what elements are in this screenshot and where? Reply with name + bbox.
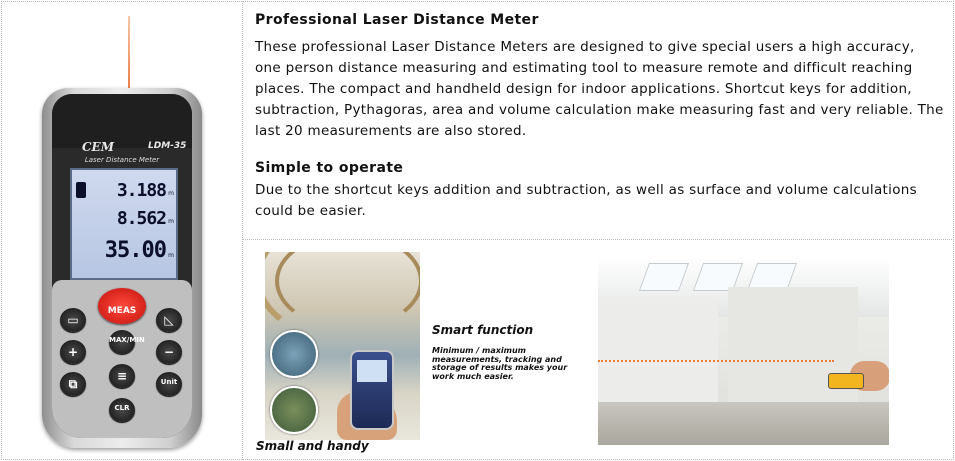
subsection-body: Due to the shortcut keys addition and subtraction, as well as surface and volume calculations could be easier.: [255, 182, 917, 219]
detail-thumbnail-1: [270, 330, 318, 378]
smart-function-title: Smart function: [432, 323, 534, 337]
device-body: [42, 88, 202, 448]
lcd-screen: [70, 168, 178, 280]
small-handy-title: Small and handy: [256, 439, 369, 453]
column-divider: [242, 1, 243, 460]
handheld-meter: [350, 350, 394, 430]
laser-meter-image: [30, 10, 210, 450]
lcd-unit-1: m: [168, 190, 174, 197]
area-key: ▭: [60, 308, 86, 332]
clr-key: CLR: [109, 398, 135, 422]
meas-key: MEAS: [98, 288, 146, 324]
section-body: These professional Laser Distance Meters are designed to give special users a high accuracy, one person distance measuring and estimating tool to measure remote and difficult reaching places. The compact and handheld design for indoor applications. Shortcut keys for addition, subtraction, Pythagoras, area and volume calculation make measuring fast and very reliable. The last 20 measurements are also stored.: [255, 39, 944, 139]
volume-key: ⧉: [60, 372, 86, 396]
right-wall: [728, 287, 858, 417]
left-wall: [598, 297, 718, 407]
device-icon: [76, 182, 86, 198]
yellow-meter: [828, 373, 864, 389]
lcd-reading-3: 35.00: [104, 238, 166, 263]
lcd-reading-1: 3.188: [116, 180, 166, 201]
device-model: LDM-35: [148, 141, 187, 151]
smart-function-body: Minimum / maximum measurements, tracking and storage of results makes your work much easier.: [432, 346, 568, 381]
floor: [598, 402, 889, 445]
device-top: [52, 94, 192, 148]
device-front: [52, 94, 192, 438]
lcd-unit-3: m: [168, 252, 174, 259]
device-brand: CEM: [82, 140, 114, 154]
plus-key: +: [60, 340, 86, 364]
airport-usage-photo: [265, 252, 420, 440]
screen-label: Laser Distance Meter: [84, 156, 160, 164]
laser-line: [598, 360, 834, 362]
unit-key: Unit: [156, 372, 182, 396]
memory-key: ≡: [109, 364, 135, 388]
keypad: [52, 280, 192, 438]
lcd-unit-2: m: [168, 218, 174, 225]
room-measure-photo: [598, 257, 889, 445]
section-title: Professional Laser Distance Meter: [255, 12, 539, 28]
lcd-reading-2: 8.562: [116, 208, 166, 229]
maxmin-key: MAX/MIN: [109, 330, 135, 354]
handheld-screen: [357, 360, 387, 382]
angle-key: ◺: [156, 308, 182, 332]
row-divider: [243, 239, 954, 240]
detail-thumbnail-2: [270, 386, 318, 434]
subsection-title: Simple to operate: [255, 160, 404, 176]
minus-key: −: [156, 340, 182, 364]
